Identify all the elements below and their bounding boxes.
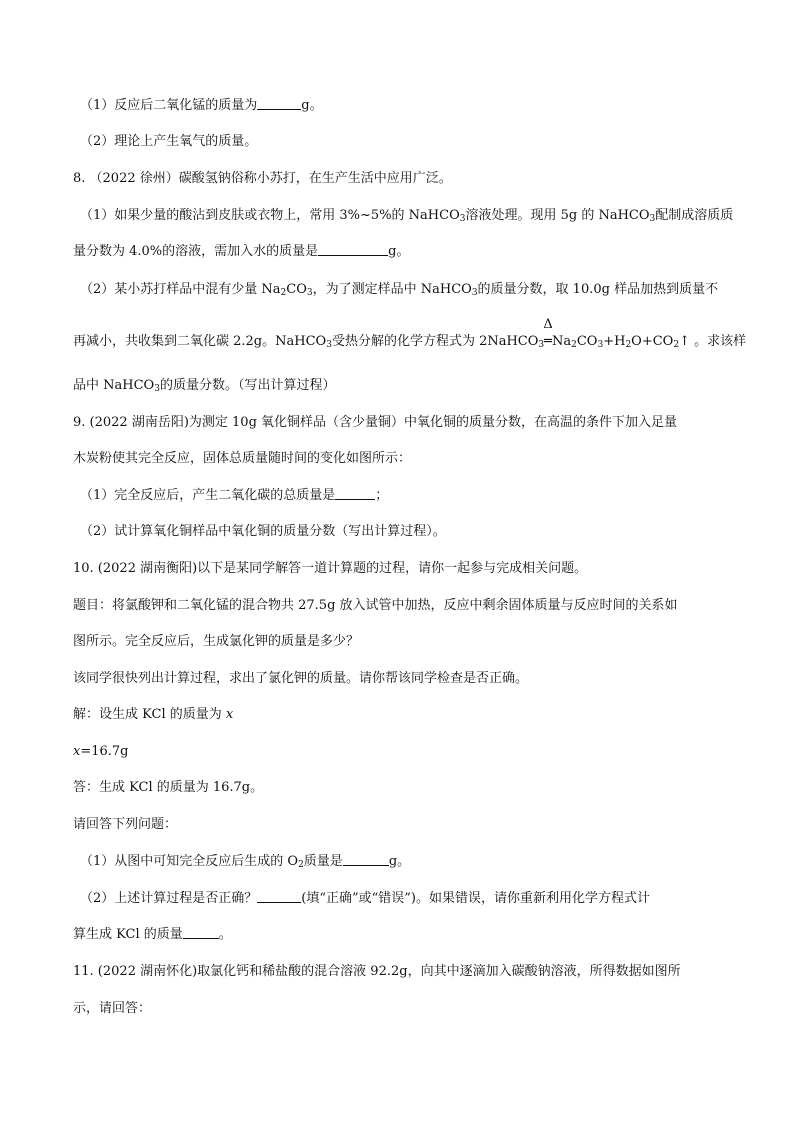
heating-equals-sign: Δ ═ (543, 317, 553, 349)
q8-part2-line3: 品中 NaHCO$_3$的质量分数。（写出计算过程） (73, 378, 336, 394)
q8-stem: 8. （2022 徐州）碳酸氢钠俗称小苏打，在生产生活中应用广泛。 (73, 171, 452, 186)
q10-solution-result: x=16.7g (73, 744, 129, 759)
q8-part2-line1: （2）某小苏打样品中混有少量 $Na_2CO_3$，为了测定样品中 NaHCO$_3$的质量分数，取 10.0g 样品加热到质量不 (80, 282, 719, 298)
q9-part1: （1）完全反应后，产生二氧化碳的总质量是 ； (80, 488, 389, 503)
q10-topic-line2: 图所示。完全反应后，生成氯化钾的质量是多少？ (73, 634, 360, 649)
answer-blank[interactable] (343, 853, 389, 866)
q10-part2-line1: （2）上述计算过程是否正确？ (填“正确”或“错误”)。如果错误，请你重新利用化学方程式计 (80, 891, 651, 906)
answer-blank[interactable] (335, 487, 375, 500)
q8-part1-line2: 量分数为 4.0%的溶液，需加入水的质量是 g。 (73, 244, 410, 259)
q8-part1-line1: （1）如果少量的酸沾到皮肤或衣物上，常用 3%~5%的 NaHCO$_3$溶液处理。现用 5g 的 NaHCO$_3$配制成溶质质 (80, 208, 734, 224)
q10-answer: 答：生成 KCl 的质量为 16.7g。 (73, 780, 264, 795)
q9-stem-line1: 9. (2022 湖南岳阳)为测定 10g 氧化铜样品（含少量铜）中氧化铜的质量分数，在高温的条件下加入足量 (73, 415, 678, 430)
answer-blank[interactable] (183, 926, 219, 939)
q7-part1: （1）反应后二氧化锰的质量为 g。 (80, 98, 323, 113)
q9-part2: （2）试计算氧化铜样品中氧化铜的质量分数（写出计算过程）。 (80, 524, 446, 539)
q7-part2: （2）理论上产生氧气的质量。 (80, 134, 258, 149)
q11-stem-line1: 11. (2022 湖南怀化)取氯化钙和稀盐酸的混合溶液 92.2g，向其中逐滴加入碳酸钠溶液，所得数据如图所 (73, 964, 681, 979)
q10-ask: 请回答下列问题： (73, 817, 178, 832)
answer-blank[interactable] (257, 890, 301, 903)
q10-solution-setup: 解：设生成 KCl 的质量为 x (73, 707, 234, 722)
q10-part1: （1）从图中可知完全反应后生成的 $O_2$质量是 g。 (80, 854, 411, 870)
q11-stem-line2: 示，请回答： (73, 1001, 152, 1016)
q10-stem: 10. (2022 湖南衡阳)以下是某同学解答一道计算题的过程，请你一起参与完成相关问题。 (73, 561, 588, 576)
q8-part2-line2: 再减小，共收集到二氧化碳 2.2g。NaHCO$_3$受热分解的化学方程式为 2NaHCO$_3$ Δ $═Na_2CO_3+H_2O+CO_2↑$ 。求该样 (73, 317, 747, 350)
answer-blank[interactable] (318, 243, 388, 256)
q9-stem-line2: 木炭粉使其完全反应，固体总质量随时间的变化如图所示： (73, 451, 412, 466)
q10-part2-line2: 算生成 KCl 的质量 。 (73, 927, 232, 942)
q10-topic-line1: 题目：将氯酸钾和二氧化锰的混合物共 27.5g 放入试管中加热，反应中剩余固体质量与反应时间的关系如 (73, 598, 678, 613)
answer-blank[interactable] (257, 97, 301, 110)
q10-note: 该同学很快列出计算过程，求出了氯化钾的质量。请你帮该同学检查是否正确。 (73, 671, 529, 686)
